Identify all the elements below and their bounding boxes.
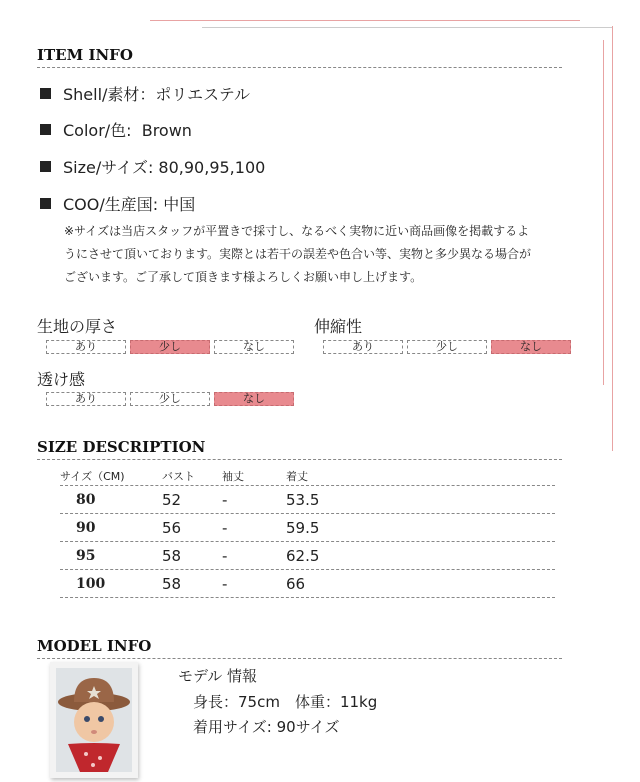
- stretch-option-ari: あり: [323, 340, 403, 354]
- size-cell: 100: [76, 575, 106, 592]
- model-info-heading: モデル 情報: [178, 667, 258, 685]
- stretch-option-nashi: なし: [491, 340, 571, 354]
- sleeve-cell: -: [222, 490, 228, 509]
- sheer-option-sukoshi: 少し: [130, 392, 210, 406]
- bust-cell: 56: [162, 518, 182, 537]
- item-info-row-size: [40, 155, 265, 178]
- note-line: ございます。ご了承して頂きます様よろしくお願い申し上げます。: [64, 270, 423, 284]
- item-info-row-material: [40, 82, 250, 105]
- length-cell: 62.5: [286, 546, 320, 565]
- thickness-option-nashi: なし: [214, 340, 294, 354]
- table-row: [60, 570, 555, 598]
- stretch-label: 伸縮性: [314, 317, 363, 336]
- decorative-line: [603, 40, 604, 385]
- thickness-option-ari: あり: [46, 340, 126, 354]
- table-row: [60, 542, 555, 570]
- size-description-title: SIZE DESCRIPTION: [37, 438, 562, 460]
- sheer-option-ari: あり: [46, 392, 126, 406]
- decorative-line: [150, 20, 580, 21]
- size-table-header: [60, 466, 555, 486]
- stretch-option-sukoshi: 少し: [407, 340, 487, 354]
- model-size-worn: 着用サイズ: 90サイズ: [193, 718, 340, 736]
- material-text: Shell/素材：ポリエステル: [63, 85, 250, 104]
- decorative-line: [202, 27, 612, 28]
- model-height-weight: 身長：75cm 体重：11kg: [193, 693, 378, 711]
- bullet-icon: [40, 88, 51, 99]
- bullet-icon: [40, 124, 51, 135]
- bust-cell: 58: [162, 546, 182, 565]
- bullet-icon: [40, 198, 51, 209]
- sheer-label: 透け感: [37, 370, 86, 389]
- table-row: [60, 514, 555, 542]
- bust-cell: 58: [162, 574, 182, 593]
- size-table: [60, 466, 555, 598]
- header-sleeve: 袖丈: [222, 469, 244, 483]
- baby-cowboy-illustration: [56, 668, 132, 772]
- model-info-title: MODEL INFO: [37, 637, 562, 659]
- decorative-line: [612, 26, 613, 451]
- thickness-label: 生地の厚さ: [37, 317, 118, 336]
- sheer-option-nashi: なし: [214, 392, 294, 406]
- coo-text: COO/生産国: 中国: [63, 195, 196, 214]
- sleeve-cell: -: [222, 546, 228, 565]
- bust-cell: 52: [162, 490, 182, 509]
- length-cell: 59.5: [286, 518, 320, 537]
- header-size: サイズ（CM): [60, 469, 125, 483]
- sheer-chips: [46, 392, 294, 406]
- note-line: ※サイズは当店スタッフが平置きで採寸し、なるべく実物に近い商品画像を掲載するよ: [64, 224, 530, 238]
- thickness-chips: [46, 340, 294, 354]
- size-cell: 90: [76, 519, 96, 536]
- size-cell: 80: [76, 491, 96, 508]
- length-cell: 53.5: [286, 490, 320, 509]
- stretch-chips: [323, 340, 571, 354]
- item-info-row-coo: [40, 192, 195, 215]
- header-length: 着丈: [286, 469, 308, 483]
- color-text: Color/色: Brown: [63, 121, 192, 140]
- item-info-title: ITEM INFO: [37, 46, 562, 68]
- size-note: [64, 220, 564, 289]
- length-cell: 66: [286, 574, 306, 593]
- model-photo: [50, 662, 138, 778]
- model-photo-image: [56, 668, 132, 772]
- size-text: Size/サイズ: 80,90,95,100: [63, 158, 266, 177]
- note-line: うにさせて頂いております。実際とは若干の誤差や色合い等、実物と多少異なる場合が: [64, 247, 532, 261]
- size-cell: 95: [76, 547, 96, 564]
- sleeve-cell: -: [222, 518, 228, 537]
- item-info-row-color: [40, 118, 192, 141]
- header-bust: バスト: [162, 469, 195, 483]
- bullet-icon: [40, 161, 51, 172]
- sleeve-cell: -: [222, 574, 228, 593]
- thickness-option-sukoshi: 少し: [130, 340, 210, 354]
- table-row: [60, 486, 555, 514]
